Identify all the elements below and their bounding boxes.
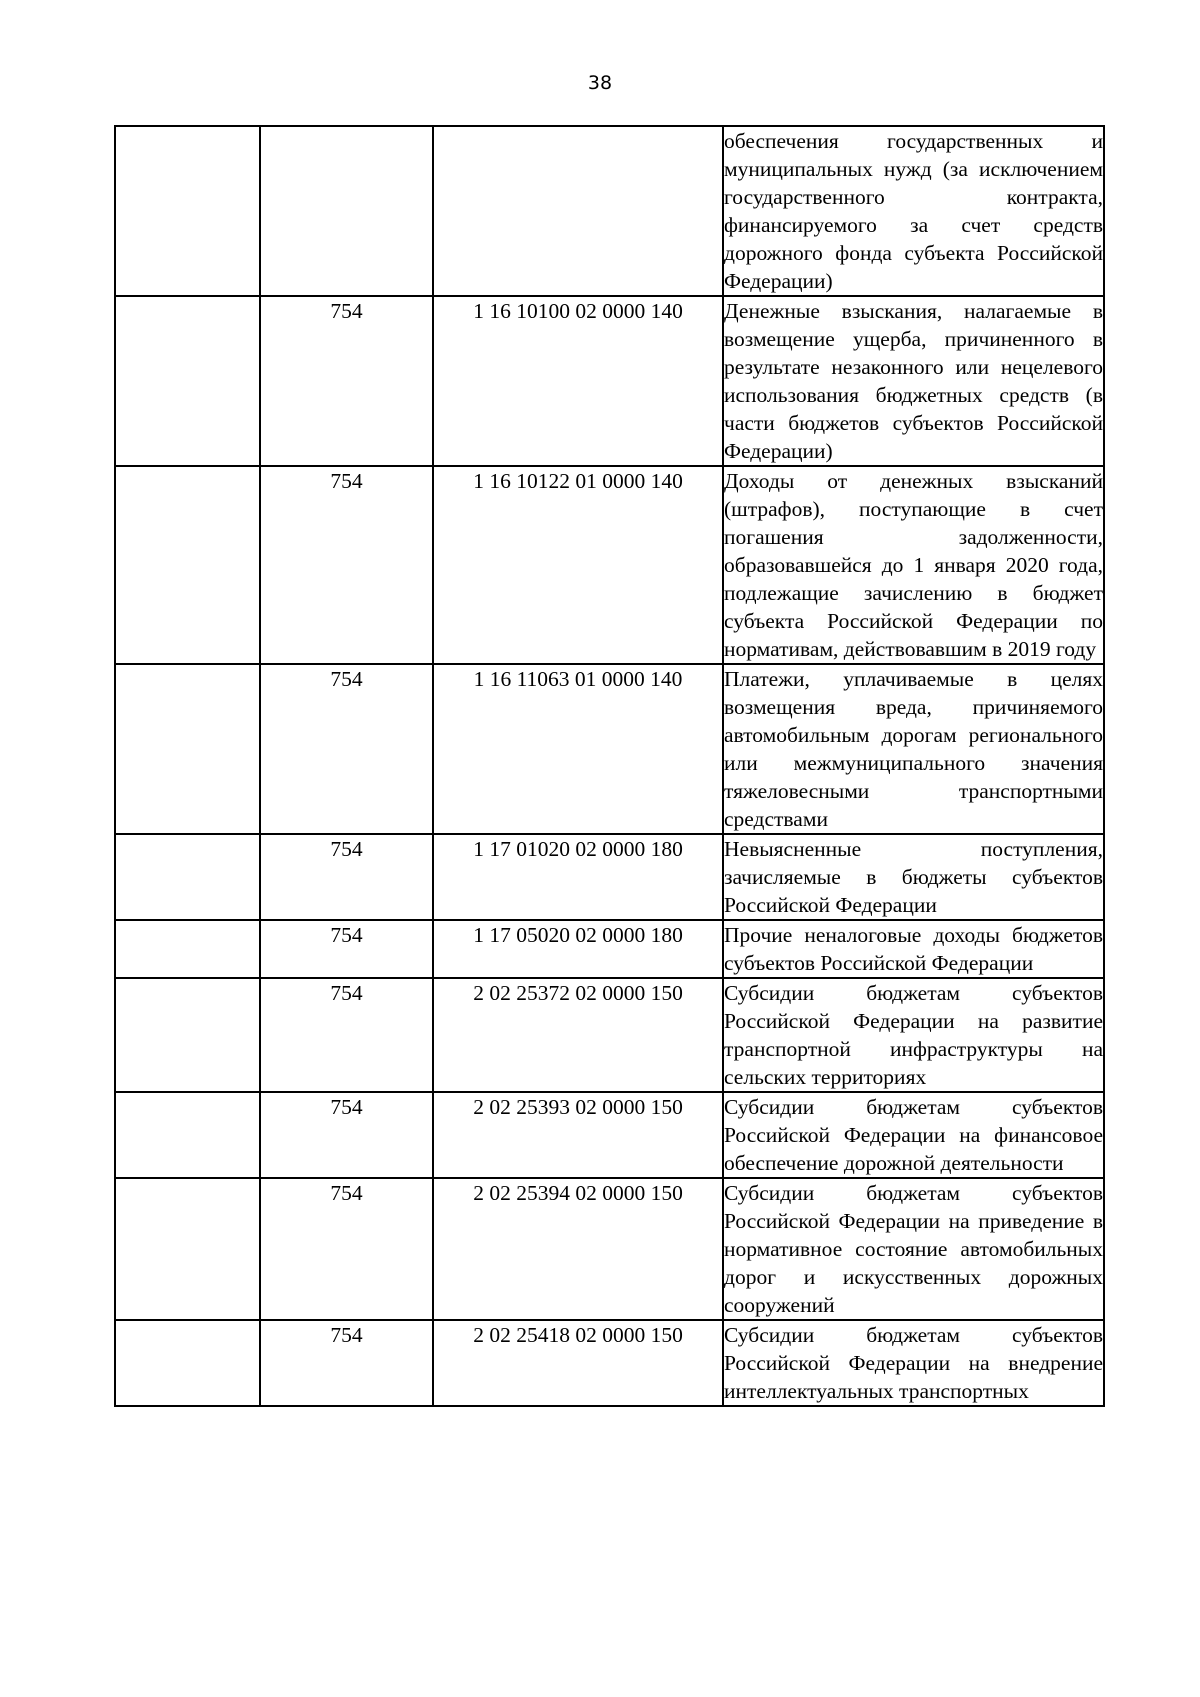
cell-admin-code: [260, 126, 433, 296]
cell-col1: [115, 126, 260, 296]
cell-description: [723, 466, 1104, 664]
description-text: Платежи, уплачиваемые в целях возмещения вреда, причиняемого автомобильным дорогам регионального или межмуниципального значения тяжеловесными транспортными средствами: [724, 667, 1103, 831]
cell-description: [723, 1320, 1104, 1406]
cell-admin-code: 754: [260, 1320, 433, 1406]
cell-col1: [115, 1178, 260, 1320]
cell-col1: [115, 1092, 260, 1178]
description-text: Субсидии бюджетам субъектов Российской Федерации на внедрение интеллектуальных транспортных: [724, 1323, 1103, 1403]
table-row: [115, 978, 1104, 1092]
cell-description: [723, 978, 1104, 1092]
cell-description: [723, 1092, 1104, 1178]
cell-admin-code: 754: [260, 978, 433, 1092]
cell-revenue-code: 1 17 05020 02 0000 180: [433, 920, 723, 978]
cell-revenue-code: 2 02 25393 02 0000 150: [433, 1092, 723, 1178]
cell-revenue-code: [433, 126, 723, 296]
cell-description: [723, 834, 1104, 920]
table-row: [115, 920, 1104, 978]
cell-col1: [115, 978, 260, 1092]
table-row: [115, 296, 1104, 466]
cell-revenue-code: 1 16 10122 01 0000 140: [433, 466, 723, 664]
cell-col1: [115, 920, 260, 978]
description-text: Субсидии бюджетам субъектов Российской Федерации на развитие транспортной инфраструктуры на сельских территориях: [724, 981, 1103, 1089]
cell-col1: [115, 664, 260, 834]
cell-col1: [115, 834, 260, 920]
description-text: Денежные взыскания, налагаемые в возмещение ущерба, причиненного в результате незаконного или нецелевого использования бюджетных средств (в части бюджетов субъектов Российской Федерации): [724, 299, 1103, 463]
cell-admin-code: 754: [260, 296, 433, 466]
table-row: [115, 1092, 1104, 1178]
cell-col1: [115, 1320, 260, 1406]
table-row: [115, 834, 1104, 920]
cell-admin-code: 754: [260, 920, 433, 978]
cell-col1: [115, 296, 260, 466]
cell-revenue-code: 1 16 11063 01 0000 140: [433, 664, 723, 834]
cell-admin-code: 754: [260, 466, 433, 664]
cell-description: [723, 664, 1104, 834]
cell-description: [723, 1178, 1104, 1320]
page-number: 38: [587, 72, 613, 94]
cell-revenue-code: 1 16 10100 02 0000 140: [433, 296, 723, 466]
cell-admin-code: 754: [260, 664, 433, 834]
cell-revenue-code: 2 02 25394 02 0000 150: [433, 1178, 723, 1320]
cell-admin-code: 754: [260, 834, 433, 920]
description-text: Невыясненные поступления, зачисляемые в бюджеты субъектов Российской Федерации: [724, 837, 1103, 917]
description-text: Доходы от денежных взысканий (штрафов), поступающие в счет погашения задолженности, образовавшейся до 1 января 2020 года, подлежащие зачислению в бюджет субъекта Российской Федерации по нормативам, действовавшим в 2019 году: [724, 469, 1103, 661]
cell-col1: [115, 466, 260, 664]
table-row: [115, 664, 1104, 834]
cell-revenue-code: 2 02 25418 02 0000 150: [433, 1320, 723, 1406]
cell-revenue-code: 2 02 25372 02 0000 150: [433, 978, 723, 1092]
table-row: [115, 1320, 1104, 1406]
revenue-codes-table: [114, 125, 1105, 1407]
cell-description: [723, 126, 1104, 296]
cell-description: [723, 296, 1104, 466]
description-text: Субсидии бюджетам субъектов Российской Федерации на финансовое обеспечение дорожной деятельности: [724, 1095, 1103, 1175]
table-row: [115, 126, 1104, 296]
description-text: Прочие неналоговые доходы бюджетов субъектов Российской Федерации: [724, 923, 1103, 975]
description-text: Субсидии бюджетам субъектов Российской Федерации на приведение в нормативное состояние автомобильных дорог и искусственных дорожных сооружений: [724, 1181, 1103, 1317]
table-row: [115, 466, 1104, 664]
cell-description: [723, 920, 1104, 978]
table-body: [115, 126, 1104, 1406]
cell-admin-code: 754: [260, 1092, 433, 1178]
cell-admin-code: 754: [260, 1178, 433, 1320]
description-text: обеспечения государственных и муниципальных нужд (за исключением государственного контракта, финансируемого за счет средств дорожного фонда субъекта Российской Федерации): [724, 129, 1103, 293]
table-row: [115, 1178, 1104, 1320]
cell-revenue-code: 1 17 01020 02 0000 180: [433, 834, 723, 920]
